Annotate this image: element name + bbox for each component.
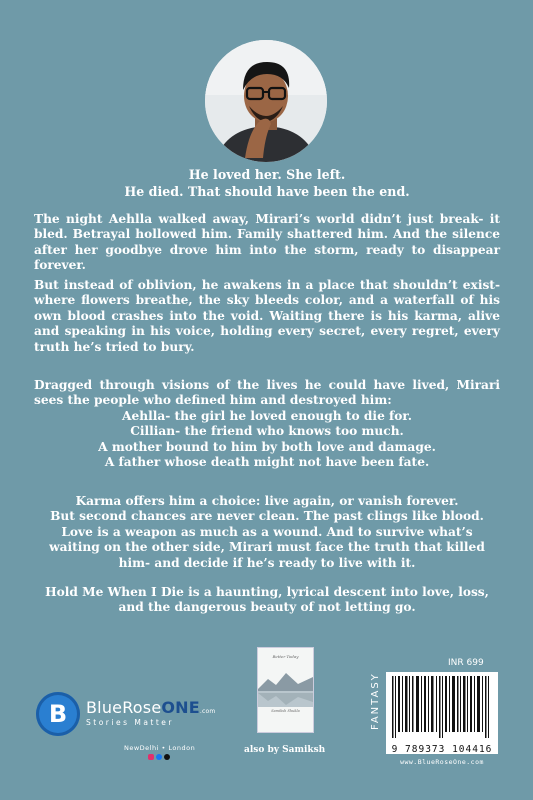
- isbn-number: 9 789373 104416: [391, 744, 493, 755]
- other-book-author: Samiksh Shukla: [271, 709, 300, 713]
- character-list-item: Aehlla- the girl he loved enough to die for.: [122, 408, 412, 423]
- tagline-line-1: He loved her. She left.: [188, 167, 346, 182]
- blurb-paragraph-3-intro: Dragged through visions of the lives he could have lived, Mirari sees the people who defined him and destroyed him:: [34, 378, 500, 408]
- character-list-item: A father whose death might not have been fate.: [104, 455, 430, 470]
- blurb-paragraph-4: [34, 494, 500, 571]
- publisher-tagline: Stories Matter: [86, 718, 175, 727]
- x-icon: [164, 754, 170, 760]
- blurb-paragraph-3: [34, 378, 500, 470]
- author-photo: [205, 40, 327, 162]
- publisher-cities: NewDelhi • London: [124, 744, 196, 752]
- blurb-paragraph-4-lead: Karma offers him a choice: live again, or vanish forever.: [75, 494, 459, 508]
- facebook-icon: [156, 754, 162, 760]
- tagline: [34, 166, 500, 200]
- publisher-logo-icon: [36, 692, 80, 736]
- blurb-paragraph-2: But instead of oblivion, he awakens in a place that shouldn’t exist- where flowers breathe, the sky bleeds color, and a waterfall of his own blood crashes into the void. Waiting there is his karma, alive and speaking in his voice, holding every secret, every regret, every truth he’s tried to bury.: [34, 278, 500, 354]
- price-label: INR 699: [448, 658, 484, 668]
- blurb-paragraph-5: Hold Me When I Die is a haunting, lyrical descent into love, loss, and the dangerous beauty of not letting go.: [45, 585, 489, 615]
- tagline-line-2: He died. That should have been the end.: [124, 184, 410, 199]
- mountain-landscape-icon: [258, 667, 313, 707]
- character-list-item: A mother bound to him by both love and damage.: [98, 439, 436, 454]
- barcode-icon: [386, 672, 498, 742]
- social-icons: [148, 754, 170, 762]
- instagram-icon: [148, 754, 154, 760]
- genre-label: FANTASY: [370, 672, 381, 730]
- author-portrait-icon: [205, 40, 327, 162]
- blurb-paragraph-1: The night Aehlla walked away, Mirari’s world didn’t just break- it bled. Betrayal hollowed him. Family shattered him. And the silence after her goodbye drove him into the storm, ready to disappear forever.: [34, 212, 500, 273]
- other-book-cover: [257, 647, 314, 733]
- publisher-logo-letter: B: [48, 700, 68, 728]
- character-list-item: Cillian- the friend who knows too much.: [130, 424, 404, 439]
- publisher-website: www.BlueRoseOne.com: [400, 758, 484, 766]
- publisher-name: BlueRoseONE.com: [86, 698, 216, 717]
- other-book-title: Better Today: [272, 654, 299, 659]
- character-list: [34, 409, 500, 471]
- blurb-paragraph-4-body: But second chances are never clean. The past clings like blood. Love is a weapon as much as a wound. And to survive what’s waiting on the other side, Mirari must face the truth that killed him- and decide if he’s ready to live with it.: [49, 509, 485, 570]
- barcode: [386, 672, 498, 754]
- also-by-caption: also by Samiksh: [244, 745, 326, 755]
- publisher-brand: [86, 698, 215, 727]
